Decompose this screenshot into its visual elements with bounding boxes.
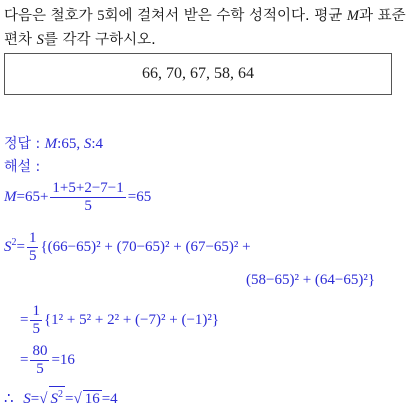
- variance-fraction: [27, 230, 39, 265]
- step2-rest: {1² + 5² + 2² + (−7)² + (−1)²}: [43, 311, 220, 328]
- question-line-1: [4, 4, 406, 25]
- variance-denominator: 5: [28, 248, 37, 264]
- variance-step-2: [20, 303, 219, 338]
- variance-lhs-exp: 2: [11, 236, 17, 248]
- question-var-m: M: [346, 8, 359, 24]
- question-text: 과 표준: [358, 8, 406, 24]
- final-eq-2: =: [65, 391, 74, 407]
- final-sqrt-1: [49, 386, 66, 407]
- final-equation: [4, 386, 118, 408]
- step2-denominator: 5: [32, 321, 40, 337]
- variance-step-3: [20, 343, 75, 378]
- question-text: 를 각각 구하시오.: [43, 32, 156, 48]
- question-text: 다음은 철호가: [4, 8, 98, 24]
- step2-numerator: 1: [32, 303, 40, 319]
- question-line-2: [4, 28, 156, 49]
- sqrt-icon: √: [39, 391, 48, 407]
- answer-m-value: :65,: [57, 136, 81, 152]
- answer-label: 정답 :: [4, 136, 41, 152]
- mean-equation: [4, 180, 151, 215]
- answer-line: [4, 133, 103, 153]
- step3-rest: =16: [51, 351, 75, 368]
- final-sqrt1-var: S: [50, 391, 58, 407]
- step3-fraction: [30, 343, 49, 378]
- step2-eq: =: [20, 311, 29, 328]
- variance-equation-line-1: [4, 230, 251, 265]
- mean-fraction: [50, 180, 125, 215]
- question-text: 회에 걸쳐서 받은 수학 성적이다. 평균: [104, 8, 347, 24]
- step3-numerator: 80: [32, 343, 48, 359]
- variance-lhs-var: S: [4, 238, 12, 255]
- question-count: 5: [97, 8, 105, 24]
- step3-eq: =: [20, 351, 29, 368]
- variance-numerator: 1: [28, 230, 37, 246]
- answer-m-var: M: [44, 136, 58, 152]
- question-text: 편차: [4, 32, 37, 48]
- final-var: S: [23, 391, 31, 407]
- variance-line-1: {(66−65)² + (70−65)² + (67−65)² +: [40, 238, 251, 255]
- mean-numerator: 1+5+2−7−1: [52, 180, 124, 196]
- variance-eq: =: [16, 238, 25, 255]
- data-box: [4, 53, 392, 95]
- mean-rhs: =65: [127, 188, 152, 205]
- sqrt-icon: √: [73, 391, 82, 407]
- final-rhs: =4: [101, 391, 118, 407]
- variance-line-2: (58−65)² + (64−65)²}: [246, 272, 376, 288]
- therefore-symbol: ∴: [4, 391, 14, 407]
- answer-s-var: S: [83, 136, 92, 152]
- final-sqrt1-exp: 2: [58, 389, 63, 400]
- mean-lhs: =65+: [16, 188, 49, 205]
- data-values: 66, 70, 67, 58, 64: [142, 65, 254, 82]
- solution-label: 해설 :: [4, 159, 41, 175]
- final-sqrt-2: 16: [84, 391, 100, 407]
- question-var-s: S: [36, 32, 44, 48]
- step2-fraction: [30, 303, 42, 338]
- answer-s-value: :4: [91, 136, 104, 152]
- mean-lhs-var: M: [4, 188, 17, 205]
- step3-denominator: 5: [36, 361, 44, 377]
- final-eq-1: =: [30, 391, 40, 407]
- mean-denominator: 5: [84, 198, 92, 214]
